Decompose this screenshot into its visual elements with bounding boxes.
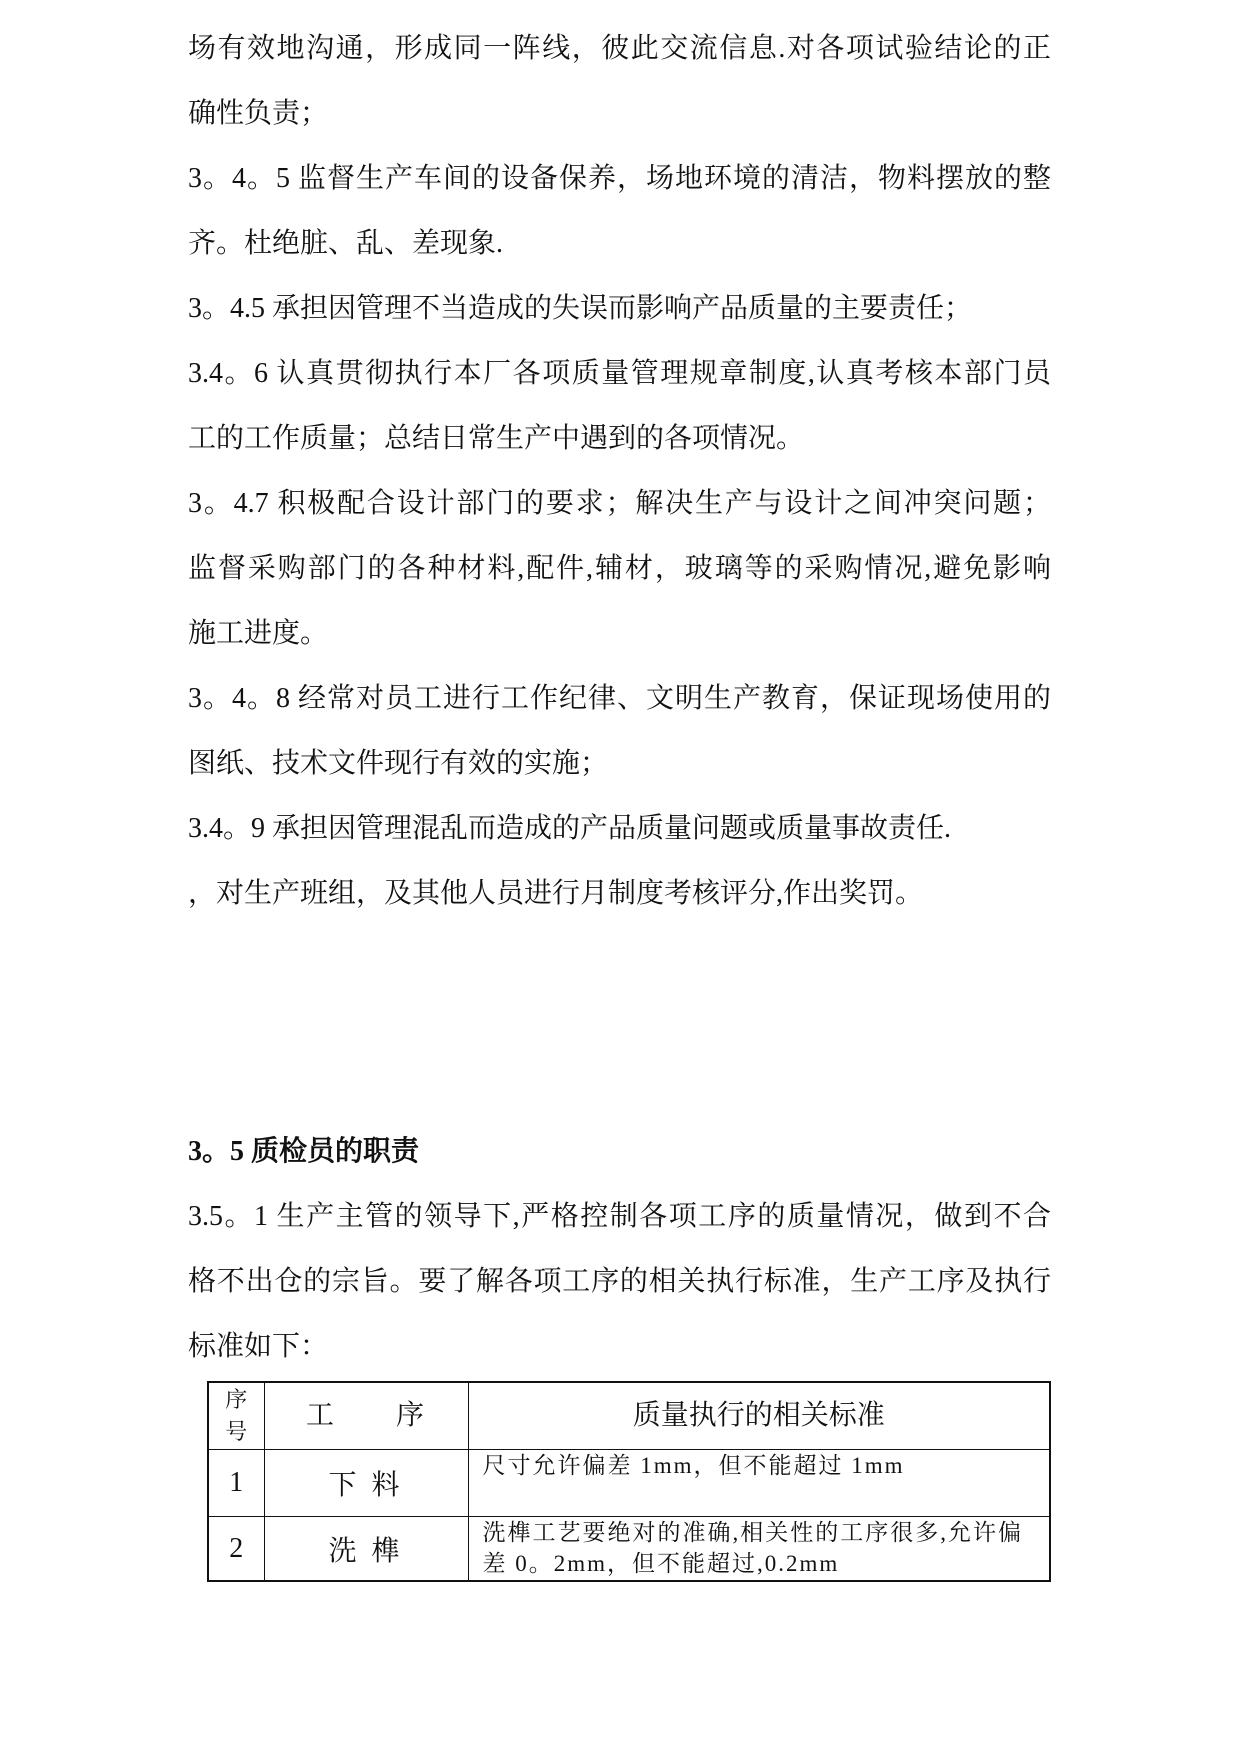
text-line: 工的工作质量；总结日常生产中遇到的各项情况。 [188,423,805,454]
header-label-index: 序号 [225,1387,248,1444]
text-line: 3。4.7 积极配合设计部门的要求；解决生产与设计之间冲突问题； [188,488,1051,519]
text-line: 图纸、技术文件现行有效的实施； [188,748,609,779]
cell-process: 洗 榫 [264,1517,468,1582]
paragraph-continued [188,16,1051,146]
text-line: 3.4。6 认真贯彻执行本厂各项质量管理规章制度,认真考核本部门员 [188,358,1051,389]
text-line: 标准如下： [188,1331,329,1362]
text-line: 3.5。1 生产主管的领导下,严格控制各项工序的质量情况，做到不合 [188,1201,1051,1232]
cell-standard: 尺寸允许偏差 1mm，但不能超过 1mm [468,1450,1050,1517]
cell-index: 2 [208,1517,264,1582]
paragraph-3-5-1 [188,1184,1051,1379]
paragraph-3-4-7 [188,471,1051,666]
text-line: 场有效地沟通，形成同一阵线，彼此交流信息.对各项试验结论的正 [188,33,1051,64]
paragraph-3-4-6 [188,341,1051,471]
paragraph-3-4-5-equipment [188,146,1051,276]
text-line: 3。4。8 经常对员工进行工作纪律、文明生产教育，保证现场使用的 [188,683,1051,714]
text-line: 监督采购部门的各种材料,配件,辅材，玻璃等的采购情况,避免影响 [188,553,1051,584]
section-heading: 3。5 质检员的职责 [188,1136,420,1167]
text-line: 齐。杜绝脏、乱、差现象. [188,228,504,259]
text-line: 3.4。9 承担因管理混乱而造成的产品质量问题或质量事故责任. [188,813,952,844]
cell-process: 下 料 [264,1450,468,1517]
document-body [188,16,1051,1582]
table-row [208,1450,1050,1517]
paragraph-appraisal [188,861,1051,926]
paragraph-3-4-9 [188,796,1051,861]
text-line: 格不出仓的宗旨。要了解各项工序的相关执行标准，生产工序及执行 [188,1266,1051,1297]
table-header-row [208,1382,1050,1450]
header-cell-index [208,1382,264,1450]
text-line: 确性负责； [188,98,329,129]
text-line: 3。4.5 承担因管理不当造成的失误而影响产品质量的主要责任； [188,293,973,324]
text-line: 施工进度。 [188,618,329,649]
text-line: 3。4。5 监督生产车间的设备保养，场地环境的清洁，物料摆放的整 [188,163,1051,194]
header-cell-standard [468,1382,1050,1450]
table-row [208,1517,1050,1582]
paragraph-3-4-5-responsibility [188,276,1051,341]
paragraph-3-4-8 [188,666,1051,796]
cell-standard: 洗榫工艺要绝对的准确,相关性的工序很多,允许偏差 0。2mm，但不能超过,0.2mm [468,1517,1050,1582]
quality-standards-table [207,1381,1051,1582]
text-line: ，对生产班组，及其他人员进行月制度考核评分,作出奖罚。 [188,878,924,909]
header-label-standard: 质量执行的相关标准 [632,1400,885,1431]
header-cell-process [264,1382,468,1450]
header-label-process: 工 序 [305,1400,426,1431]
cell-index: 1 [208,1450,264,1517]
